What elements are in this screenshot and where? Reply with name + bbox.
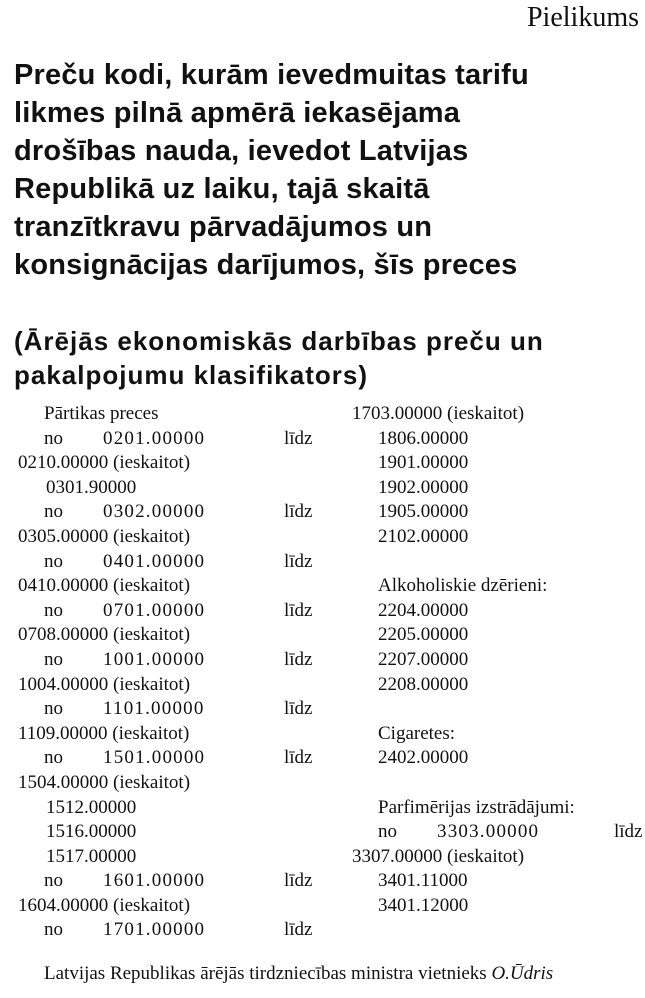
range-start-code: 0302.00000 (103, 501, 206, 523)
range-to-label: līdz (284, 870, 313, 892)
code-range-end-row (0, 574, 345, 599)
range-to-label: līdz (284, 550, 313, 572)
code-row (0, 796, 345, 821)
range-start-code: 0701.00000 (103, 599, 206, 621)
code-range-row (348, 820, 645, 845)
code-range-end-row (0, 771, 345, 796)
range-end-code: 1703.00000 (ieskaitot) (352, 403, 525, 424)
product-code: 1902.00000 (378, 476, 469, 498)
range-to-label: līdz (284, 698, 313, 720)
product-code: 1901.00000 (378, 452, 469, 474)
subtitle-line: pakalpojumu klasifikators) (14, 360, 368, 390)
category-heading: Cigaretes: (378, 722, 456, 744)
title-line: Preču kodi, kurām ievedmuitas tarifu (14, 59, 529, 91)
code-row (348, 451, 645, 476)
right-code-list (348, 402, 645, 918)
code-row (348, 599, 645, 624)
range-start-code: 0401.00000 (103, 550, 206, 572)
range-to-label: līdz (284, 747, 313, 769)
range-from-label: no (44, 747, 63, 769)
product-code: 2204.00000 (378, 599, 469, 621)
left-code-column (0, 402, 345, 943)
product-code: 3401.12000 (378, 894, 469, 916)
right-code-column (348, 402, 645, 918)
range-from-label: no (44, 550, 63, 572)
code-range-end-row (348, 402, 645, 427)
code-row (348, 525, 645, 550)
code-row (348, 746, 645, 771)
range-start-code: 1101.00000 (103, 698, 205, 720)
title-line: drošības nauda, ievedot Latvijas (14, 135, 469, 167)
product-code: 1517.00000 (46, 845, 137, 867)
code-range-end-row (0, 623, 345, 648)
range-to-label: līdz (284, 427, 313, 449)
range-from-label: no (44, 698, 63, 720)
range-end-code: 0410.00000 (ieskaitot) (18, 575, 191, 597)
blank-row (348, 550, 645, 575)
product-code: 3401.11000 (378, 870, 468, 892)
range-from-label: no (44, 919, 63, 941)
code-row (348, 894, 645, 919)
range-end-code: 1504.00000 (ieskaitot) (18, 771, 191, 793)
left-code-list (0, 427, 345, 943)
code-range-end-row (0, 722, 345, 747)
category-heading-row (348, 722, 645, 747)
signatory-title: Latvijas Republikas ārējās tirdzniecības ministra vietnieks (44, 963, 487, 984)
range-from-label: no (44, 599, 63, 621)
range-from-label: no (44, 648, 63, 670)
code-row (348, 500, 645, 525)
title-line: Republikā uz laiku, tajā skaitā (14, 173, 430, 205)
product-code: 2205.00000 (378, 624, 469, 646)
code-range-row (0, 550, 345, 575)
category-heading-row (0, 402, 345, 427)
code-range-row (0, 427, 345, 452)
range-to-label: līdz (284, 501, 313, 523)
appendix-label: Pielikums (526, 2, 639, 33)
blank-row (348, 771, 645, 796)
code-range-row (0, 599, 345, 624)
subtitle-line: (Ārējās ekonomiskās darbības preču un (14, 326, 544, 356)
code-range-end-row (348, 845, 645, 870)
product-code: 0301.90000 (46, 476, 137, 498)
title-line: tranzītkravu pārvadājumos un (14, 211, 433, 243)
code-row (0, 845, 345, 870)
range-to-label: līdz (614, 821, 643, 843)
range-from-label: no (378, 821, 397, 843)
code-row (348, 869, 645, 894)
signatory-name: O.Ūdris (491, 963, 554, 984)
code-range-row (0, 697, 345, 722)
product-code: 1905.00000 (378, 501, 469, 523)
category-heading: Pārtikas preces (44, 403, 159, 424)
range-end-code: 0210.00000 (ieskaitot) (18, 452, 191, 474)
range-end-code: 3307.00000 (ieskaitot) (352, 845, 525, 867)
range-end-code: 1004.00000 (ieskaitot) (18, 673, 191, 695)
code-row (348, 427, 645, 452)
range-from-label: no (44, 870, 63, 892)
product-code: 1512.00000 (46, 796, 137, 818)
range-from-label: no (44, 427, 63, 449)
range-from-label: no (44, 501, 63, 523)
signature-line (44, 963, 553, 985)
code-row (0, 820, 345, 845)
range-end-code: 0305.00000 (ieskaitot) (18, 525, 191, 547)
document-title (14, 56, 645, 284)
code-range-end-row (0, 894, 345, 919)
product-code: 2207.00000 (378, 648, 469, 670)
title-line: konsignācijas darījumos, šīs preces (14, 249, 518, 281)
range-start-code: 1701.00000 (103, 919, 206, 941)
code-range-row (0, 869, 345, 894)
code-range-row (0, 648, 345, 673)
code-row (348, 476, 645, 501)
range-to-label: līdz (284, 599, 313, 621)
range-to-label: līdz (284, 648, 313, 670)
code-range-end-row (0, 525, 345, 550)
product-code: 2402.00000 (378, 747, 469, 769)
category-heading-row (348, 574, 645, 599)
code-row (0, 476, 345, 501)
range-start-code: 1501.00000 (103, 747, 206, 769)
code-range-row (0, 500, 345, 525)
range-end-code: 1604.00000 (ieskaitot) (18, 894, 191, 916)
range-to-label: līdz (284, 919, 313, 941)
product-code: 2102.00000 (378, 525, 469, 547)
code-range-end-row (0, 451, 345, 476)
code-row (348, 648, 645, 673)
category-heading-row (348, 796, 645, 821)
blank-row (348, 697, 645, 722)
category-heading: Alkoholiskie dzērieni: (378, 575, 548, 597)
range-start-code: 1601.00000 (103, 870, 206, 892)
range-start-code: 1001.00000 (103, 648, 206, 670)
document-subtitle (14, 324, 645, 392)
code-range-row (0, 918, 345, 943)
title-line: likmes pilnā apmērā iekasējama (14, 97, 461, 129)
product-code: 2208.00000 (378, 673, 469, 695)
range-start-code: 3303.00000 (437, 821, 540, 843)
code-row (348, 673, 645, 698)
product-code: 1516.00000 (46, 821, 137, 843)
code-range-end-row (0, 673, 345, 698)
range-start-code: 0201.00000 (103, 427, 206, 449)
range-end-code: 0708.00000 (ieskaitot) (18, 624, 191, 646)
range-end-code: 1109.00000 (ieskaitot) (18, 722, 190, 744)
code-range-row (0, 746, 345, 771)
code-row (348, 623, 645, 648)
category-heading: Parfimērijas izstrādājumi: (378, 796, 575, 818)
product-code: 1806.00000 (378, 427, 469, 449)
